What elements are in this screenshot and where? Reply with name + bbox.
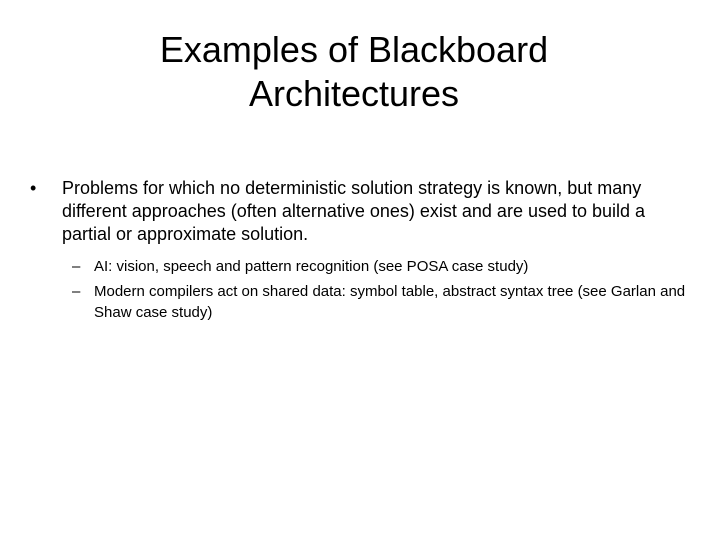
sub-bullet-item bbox=[72, 256, 690, 277]
sub-bullet-marker: – bbox=[72, 258, 81, 275]
slide-title bbox=[100, 28, 608, 116]
bullet-item bbox=[30, 177, 690, 246]
bullet-marker: • bbox=[30, 178, 37, 198]
sub-bullet-text: Modern compilers act on shared data: symbol table, abstract syntax tree (see Garlan and Shaw case study) bbox=[94, 283, 686, 321]
sub-bullet-list bbox=[30, 256, 690, 323]
sub-bullet-text: AI: vision, speech and pattern recognition (see POSA case study) bbox=[94, 258, 529, 275]
slide-body bbox=[30, 177, 690, 327]
sub-bullet-item bbox=[72, 281, 690, 323]
sub-bullet-marker: – bbox=[72, 283, 81, 300]
bullet-text: Problems for which no deterministic solution strategy is known, but many different approaches (often alternative ones) exist and are used to build a partial or approximate solution. bbox=[62, 178, 646, 244]
slide-title-line-1: Examples of Blackboard bbox=[159, 29, 549, 70]
slide-title-line-2: Architectures bbox=[248, 73, 460, 114]
